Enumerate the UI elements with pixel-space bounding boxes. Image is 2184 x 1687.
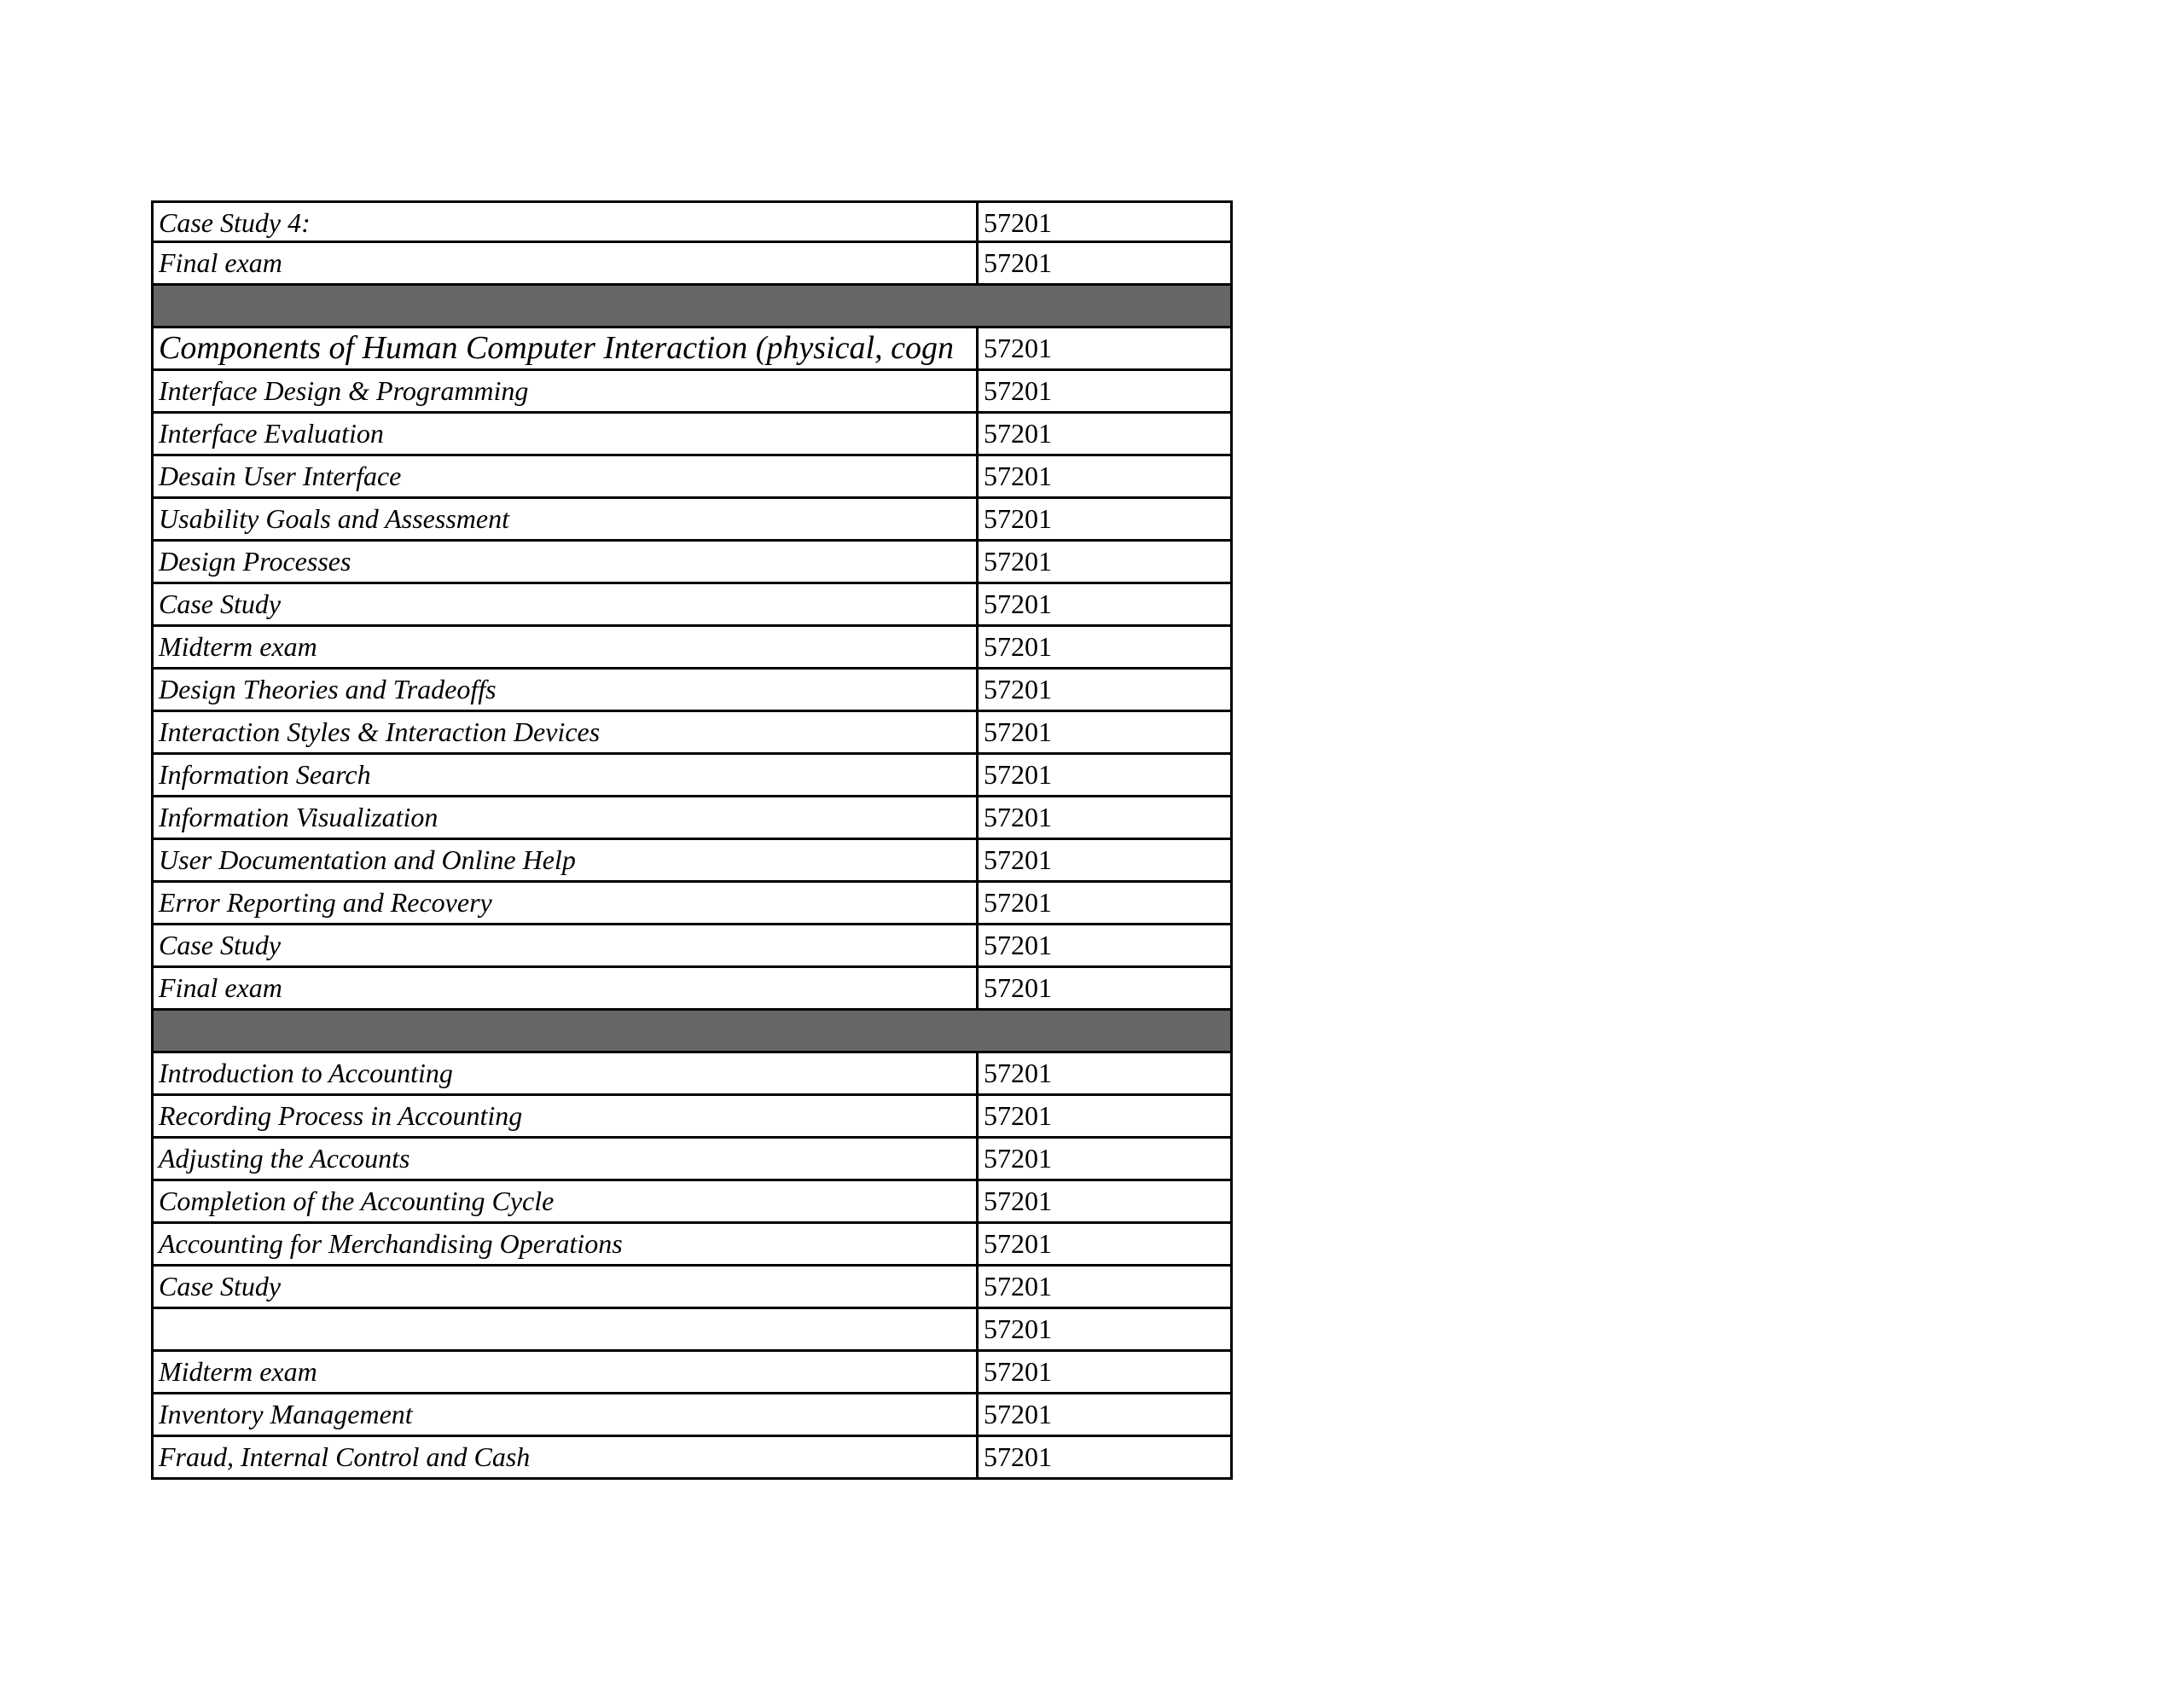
topic-cell: Recording Process in Accounting <box>154 1096 979 1136</box>
topic-cell <box>154 1309 979 1349</box>
topic-cell: Midterm exam <box>154 1352 979 1392</box>
table-row <box>151 1181 1233 1224</box>
code-cell: 57201 <box>984 930 1052 960</box>
table-row <box>151 968 1233 1011</box>
code-cell: 57201 <box>984 375 1052 406</box>
code-cell: 57201 <box>984 333 1052 363</box>
code-cell: 57201 <box>984 1441 1052 1472</box>
table-row <box>151 627 1233 670</box>
code-cell: 57201 <box>984 844 1052 875</box>
table-row <box>151 200 1233 243</box>
table-row <box>151 1267 1233 1309</box>
code-cell: 57201 <box>984 418 1052 449</box>
code-cell: 57201 <box>984 1228 1052 1259</box>
code-cell: 57201 <box>984 972 1052 1003</box>
code-cell: 57201 <box>984 631 1052 662</box>
topic-cell: Interaction Styles & Interaction Devices <box>154 712 979 752</box>
code-cell: 57201 <box>984 1271 1052 1301</box>
code-cell: 57201 <box>984 1356 1052 1387</box>
code-cell: 57201 <box>984 1313 1052 1344</box>
table-row <box>151 1394 1233 1437</box>
code-cell: 57201 <box>984 802 1052 832</box>
table-row <box>151 371 1233 414</box>
code-cell: 57201 <box>984 461 1052 491</box>
code-cell: 57201 <box>984 503 1052 534</box>
table-row <box>151 840 1233 883</box>
section-separator <box>151 1011 1233 1053</box>
table-row <box>151 542 1233 584</box>
table-row <box>151 797 1233 840</box>
table-row <box>151 1352 1233 1394</box>
code-cell: 57201 <box>984 716 1052 747</box>
code-cell: 57201 <box>984 546 1052 577</box>
topic-cell: Design Theories and Tradeoffs <box>154 670 979 710</box>
topic-cell: User Documentation and Online Help <box>154 840 979 880</box>
topic-cell: Components of Human Computer Interaction (physical, cogn <box>154 328 979 368</box>
table-row <box>151 456 1233 499</box>
topic-cell: Accounting for Merchandising Operations <box>154 1224 979 1264</box>
table-row <box>151 1309 1233 1352</box>
table-row <box>151 243 1233 286</box>
code-cell: 57201 <box>984 247 1052 278</box>
topic-cell: Case Study <box>154 1267 979 1307</box>
code-cell: 57201 <box>984 1186 1052 1216</box>
code-cell: 57201 <box>984 588 1052 619</box>
topic-cell: Case Study 4: <box>154 203 979 241</box>
topic-cell: Final exam <box>154 243 979 283</box>
code-cell: 57201 <box>984 1399 1052 1429</box>
topic-cell: Usability Goals and Assessment <box>154 499 979 539</box>
table-row <box>151 1053 1233 1096</box>
table-row <box>151 1096 1233 1139</box>
table-row <box>151 1437 1233 1480</box>
topic-cell: Case Study <box>154 925 979 965</box>
topic-cell: Inventory Management <box>154 1394 979 1435</box>
code-cell: 57201 <box>984 759 1052 790</box>
topic-cell: Information Search <box>154 755 979 795</box>
code-cell: 57201 <box>984 1143 1052 1174</box>
code-cell: 57201 <box>984 674 1052 704</box>
topic-cell: Adjusting the Accounts <box>154 1139 979 1179</box>
table-row <box>151 1139 1233 1181</box>
table-row <box>151 883 1233 925</box>
table-row <box>151 414 1233 456</box>
code-cell: 57201 <box>984 887 1052 918</box>
topic-cell: Interface Design & Programming <box>154 371 979 411</box>
table-row <box>151 755 1233 797</box>
topic-cell: Final exam <box>154 968 979 1008</box>
topic-cell: Design Processes <box>154 542 979 582</box>
section-separator <box>151 286 1233 328</box>
schedule-table <box>151 200 1233 1480</box>
topic-cell: Fraud, Internal Control and Cash <box>154 1437 979 1477</box>
topic-cell: Information Visualization <box>154 797 979 838</box>
table-row <box>151 712 1233 755</box>
topic-cell: Error Reporting and Recovery <box>154 883 979 923</box>
topic-cell: Desain User Interface <box>154 456 979 496</box>
table-row <box>151 1224 1233 1267</box>
table-row <box>151 328 1233 371</box>
code-cell: 57201 <box>984 1100 1052 1131</box>
topic-cell: Completion of the Accounting Cycle <box>154 1181 979 1221</box>
table-row <box>151 584 1233 627</box>
topic-cell: Case Study <box>154 584 979 624</box>
topic-cell: Midterm exam <box>154 627 979 667</box>
topic-cell: Interface Evaluation <box>154 414 979 454</box>
table-row <box>151 670 1233 712</box>
table-row <box>151 925 1233 968</box>
code-cell: 57201 <box>984 207 1052 238</box>
table-row <box>151 499 1233 542</box>
topic-cell: Introduction to Accounting <box>154 1053 979 1093</box>
code-cell: 57201 <box>984 1058 1052 1088</box>
